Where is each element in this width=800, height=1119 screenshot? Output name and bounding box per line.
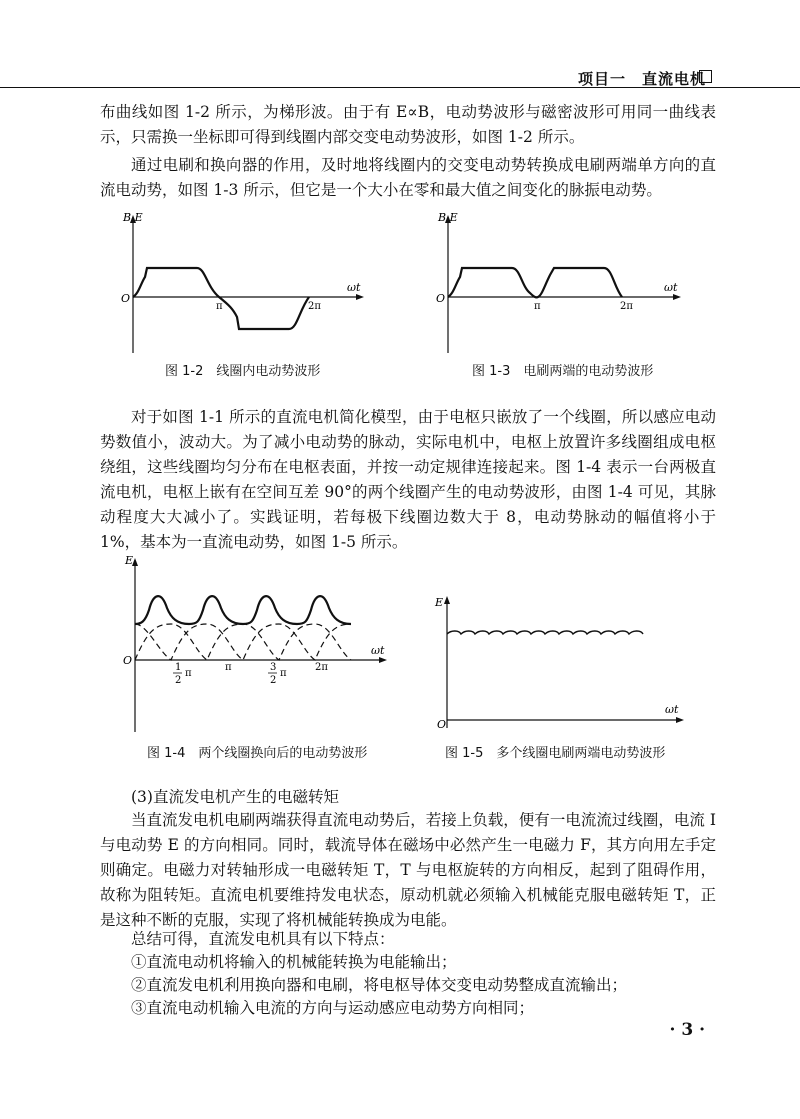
fig13-caption: 图 1-3 电刷两端的电动势波形 [472,364,654,379]
fig14-tick-3half-pi: π [280,668,287,679]
paragraph-5: 当直流发电机电刷两端获得直流电动势后，若接上负载，便有一电流流过线圈，电流 I 与电动势 E 的方向相同。同时，载流导体在磁场中必然产生一电磁力 F，其方向用左手定则确定。电磁力对转轴形成一电磁转矩 T，T 与电枢旋转的方向相反，起到了阻碍作用，故称为阻转矩。直流电机要维持发电状态，原动机就必须输入机械能克服电磁转矩 T，正是这种不断的克服，实现了将机械能转换成为电能。 [100,811,716,929]
fig14-tick-half-den: 2 [175,675,182,686]
fig14-tick-3half-den: 2 [270,675,277,686]
fig14-x-label: ωt [371,644,385,657]
fig14-caption: 图 1-4 两个线圈换向后的电动势波形 [147,746,368,761]
fig13-y-label: B E [438,211,458,224]
header-rule [0,87,800,88]
list-item-2: ②直流发电机利用换向器和电刷，将电枢导体交变电动势整成直流输出； [131,976,628,994]
section-heading-3: (3)直流发电机产生的电磁转矩 [131,788,339,806]
fig12-caption: 图 1-2 线圈内电动势波形 [165,364,321,379]
fig13-tick-pi: π [534,301,541,312]
fig14-tick-2pi: 2π [315,662,328,673]
running-header [0,58,800,88]
fig12-tick-2pi: 2π [308,301,321,312]
paragraph-6: 总结可得，直流发电机具有以下特点： [131,930,395,948]
figure-1-3 [422,205,682,360]
fig15-origin: O [437,718,447,731]
fig12-x-label: ωt [347,281,361,294]
fig13-origin: O [436,292,446,305]
header-box-icon [699,70,712,83]
fig12-tick-pi: π [216,301,223,312]
fig15-caption: 图 1-5 多个线圈电刷两端电动势波形 [445,746,666,761]
figure-1-4 [115,552,390,737]
fig14-tick-3half-num: 3 [270,662,277,673]
fig15-y-label: E [435,596,444,609]
fig14-tick-half-num: 1 [175,662,182,673]
fig12-y-label: B E [123,211,143,224]
paragraph-1: 布曲线如图 1-2 所示，为梯形波。由于有 E∝B，电动势波形与磁密波形可用同一曲线表示，只需换一坐标即可得到线圈内部交变电动势波形，如图 1-2 所示。 [100,103,716,146]
fig14-tick-half-pi: π [185,668,192,679]
page-number: · 3 · [669,1020,705,1040]
fig15-x-label: ωt [665,703,679,716]
fig14-tick-pi: π [225,662,232,673]
list-item-3: ③直流电动机输入电流的方向与运动感应电动势方向相同； [131,999,535,1017]
figure-1-5 [425,590,690,735]
fig12-origin: O [121,292,131,305]
paragraph-2: 通过电刷和换向器的作用，及时地将线圈内的交变电动势转换成电刷两端单方向的直流电动势，如图 1-3 所示，但它是一个大小在零和最大值之间变化的脉振电动势。 [100,156,716,199]
figure-1-2 [115,205,365,360]
fig13-x-label: ωt [664,281,678,294]
fig14-origin: O [123,654,133,667]
fig13-tick-2pi: 2π [620,301,633,312]
fig14-y-label: E [125,554,134,567]
header-title: 项目一 直流电机 [577,70,706,88]
list-item-1: ①直流电动机将输入的机械能转换为电能输出； [131,953,457,971]
paragraph-3: 对于如图 1-1 所示的直流电机简化模型，由于电枢只嵌放了一个线圈，所以感应电动势数值小，波动大。为了减小电动势的脉动，实际电机中，电枢上放置许多线圈组成电枢绕组，这些线圈均匀分布在电枢表面，并按一动定规律连接起来。图 1-4 表示一台两极直流电机，电枢上嵌有在空间互差 90°的两个线圈产生的电动势波形，由图 1-4 可见，其脉动程度大大减小了。实践证明，若每极下线圈边数大于 8，电动势脉动的幅值将小于 1%，基本为一直流电动势，如图 1-5 所示。 [100,408,716,551]
